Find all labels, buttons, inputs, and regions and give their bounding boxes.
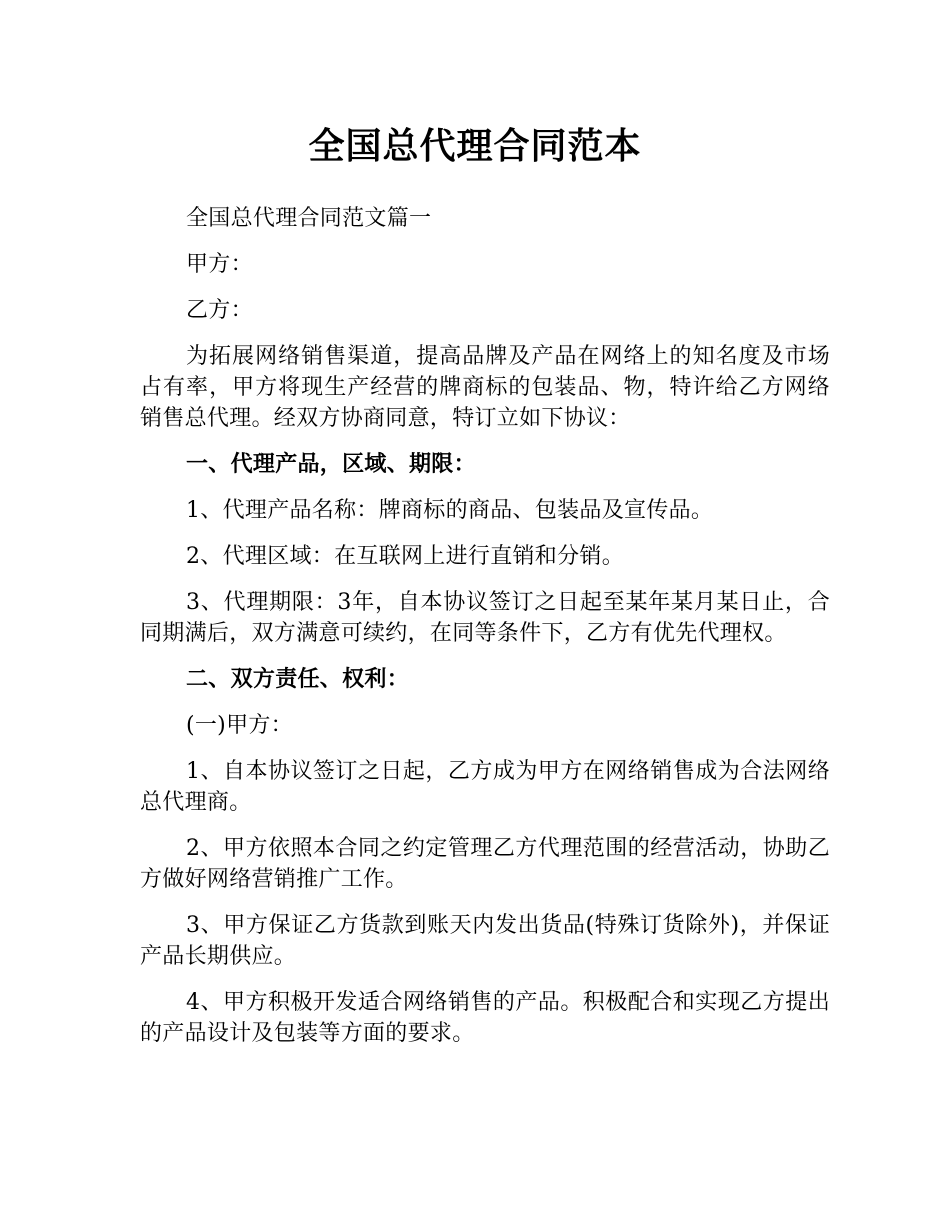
paragraph-clause-2-1: 1、自本协议签订之日起，乙方成为甲方在网络销售成为合法网络总代理商。 xyxy=(140,759,830,815)
section-heading-1: 一、代理产品，区域、期限： xyxy=(186,452,476,477)
paragraph-clause-2-4: 4、甲方积极开发适合网络销售的产品。积极配合和实现乙方提出的产品设计及包装等方面的要求。 xyxy=(140,990,830,1046)
paragraph-clause-1-1: 1、代理产品名称：牌商标的商品、包装品及宣传品。 xyxy=(186,498,714,523)
paragraph-subsection-party-a: (一)甲方： xyxy=(186,713,293,738)
paragraph-clause-1-3: 3、代理期限：3年，自本协议签订之日起至某年某月某日止，合同期满后，双方满意可续约，在同等条件下，乙方有优先代理权。 xyxy=(140,590,830,646)
document-title: 全国总代理合同范本 xyxy=(308,126,642,167)
paragraph-clause-1-2: 2、代理区域：在互联网上进行直销和分销。 xyxy=(186,544,624,569)
paragraph-party-a: 甲方： xyxy=(186,252,253,277)
paragraph-subtitle: 全国总代理合同范文篇一 xyxy=(186,206,432,231)
section-heading-2: 二、双方责任、权利： xyxy=(186,667,410,692)
paragraph-clause-2-3: 3、甲方保证乙方货款到账天内发出货品(特殊订货除外)，并保证产品长期供应。 xyxy=(140,913,830,969)
paragraph-clause-2-2: 2、甲方依照本合同之约定管理乙方代理范围的经营活动，协助乙方做好网络营销推广工作。 xyxy=(140,836,830,892)
paragraph-party-b: 乙方： xyxy=(186,298,253,323)
document-body xyxy=(140,203,830,1064)
paragraph-preamble: 为拓展网络销售渠道，提高品牌及产品在网络上的知名度及市场占有率，甲方将现生产经营的牌商标的包装品、物，特许给乙方网络销售总代理。经双方协商同意，特订立如下协议： xyxy=(140,344,830,431)
